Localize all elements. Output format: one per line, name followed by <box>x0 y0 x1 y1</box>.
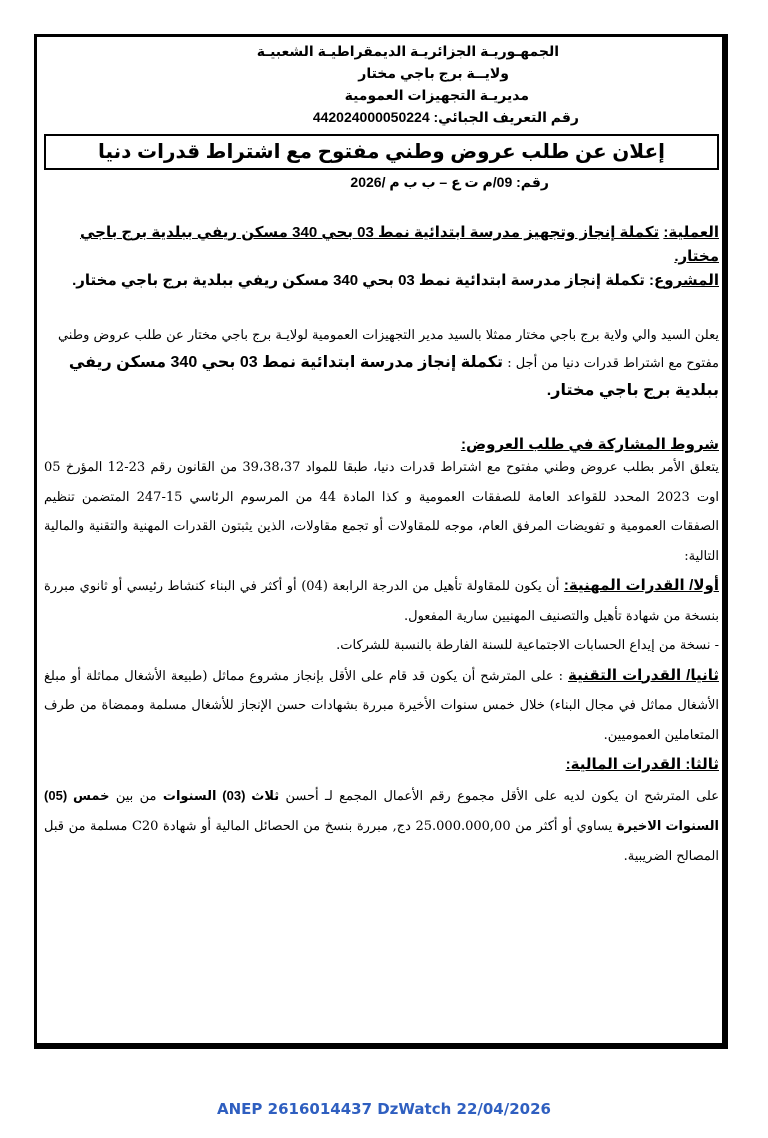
announcement-object: تكملة إنجاز مدرسة ابتدائية نمط 03 بحي 340 مسكن ريفي ببلدية برج باجي مختار. <box>68 354 719 399</box>
conditions-section <box>44 435 719 871</box>
financial-capacity <box>44 781 719 872</box>
announcement-intro: يعلن السيد والي ولاية برج باجي مختار ممثلا بالسيد مدير التجهيزات العمومية لولايـة برج باجي مختار عن طلب عروض وطني مفتوح مع اشتراط قدرات دنيا من أجل : <box>57 328 719 371</box>
technical-label: ثانيا/ القدرات التقنية <box>568 666 719 684</box>
directorate-name: مديريـة التجهيزات العمومية <box>344 87 529 103</box>
document-title: إعلان عن طلب عروض وطني مفتوح مع اشتراط قدرات دنيا <box>44 134 719 170</box>
professional-extra: - نسخة من إيداع الحسابات الاجتماعية للسنة الفارطة بالنسبة للشركات. <box>336 638 719 653</box>
operation-line <box>44 221 719 269</box>
financial-text-b: من بين <box>109 788 163 804</box>
project-line <box>44 269 719 293</box>
wilaya-name: ولايــة برج باجي مختار <box>358 65 509 81</box>
technical-capacity <box>44 661 719 751</box>
financial-text-a: على المترشح ان يكون لديه على الأقل مجموع رقم الأعمال المجمع لـ أحسن <box>279 788 719 804</box>
operation-label: العملية: <box>663 224 719 241</box>
footer-reference: ANEP 2616014437 DzWatch 22/04/2026 <box>217 1100 551 1118</box>
document-header <box>44 40 719 128</box>
operation-section <box>44 221 719 293</box>
republic-name: الجمهـوريـة الجزائريـة الديمقراطيـة الشعبيـة <box>256 43 559 59</box>
professional-capacity <box>44 571 719 631</box>
technical-text: : على المترشح أن يكون قد قام على الأقل بإنجاز مشروع مماثل (طبيعة الأشغال مماثلة أو مبلغ الأشغال مماثل في مجال البناء) خلال خمس سنوات الأخيرة مبررة بشهادات حسن الإنجاز للأشغال مسلمة وممضاة من طرف المتعاملين العموميين. <box>44 668 719 743</box>
conditions-heading: شروط المشاركة في طلب العروض: <box>460 436 719 453</box>
announcement-document <box>44 40 719 871</box>
professional-label: أولا/ القدرات المهنية: <box>563 577 719 594</box>
announcement-paragraph <box>44 323 719 405</box>
operation-text: تكملة إنجاز وتجهيز مدرسة ابتدائية نمط 03 بحي 340 مسكن ريفي ببلدية برج باجي مختار. <box>79 224 719 265</box>
tax-id: رقم التعريف الجبائي: 442024000050224 <box>312 109 579 125</box>
financial-text-c: يساوي أو أكثر من 25.000.000,00 دج, مبررة بنسخ من الحصائل المالية أو شهادة C20 مسلمة من قبل المصالح الضريبية. <box>44 819 719 864</box>
project-text: : تكملة إنجاز مدرسة ابتدائية نمط 03 بحي 340 مسكن ريفي ببلدية برج باجي مختار. <box>72 272 654 289</box>
financial-label: ثالثا: القدرات المالية: <box>565 756 719 773</box>
financial-bold-a: ثلاث (03) السنوات <box>162 787 280 803</box>
professional-text: أن يكون للمقاولة تأهيل من الدرجة الرابعة (04) أو أكثر في البناء كنشاط رئيسي أو ثانوي مبررة بنسخة من شهادة تأهيل والتصنيف المهنيين سارية المفعول. <box>44 579 719 624</box>
reference-number: رقم: 09/م ت ع – ب ب م /2026 <box>350 174 549 190</box>
financial-bold-b: خمس (05) السنوات الاخيرة <box>44 787 719 833</box>
financial-heading <box>44 750 719 781</box>
conditions-body <box>44 453 719 871</box>
conditions-intro: يتعلق الأمر بطلب عروض وطني مفتوح مع اشتراط قدرات دنيا، طبقا للمواد 39،38،37 من القانون رقم 23-12 المؤرخ 05 اوت 2023 المحدد للقواعد العامة للصفقات العمومية و كذا المادة 44 من المرسوم الرئاسي 15-247 المتضمن تنظيم الصفقات العمومية و تفويضات المرفق العام، موجه للمقاولات أو تجمع مقاولات، الذين يثبتون القدرات المهنية والتقنية والمالية التالية: <box>44 460 719 564</box>
project-label: المشروع <box>654 272 719 289</box>
